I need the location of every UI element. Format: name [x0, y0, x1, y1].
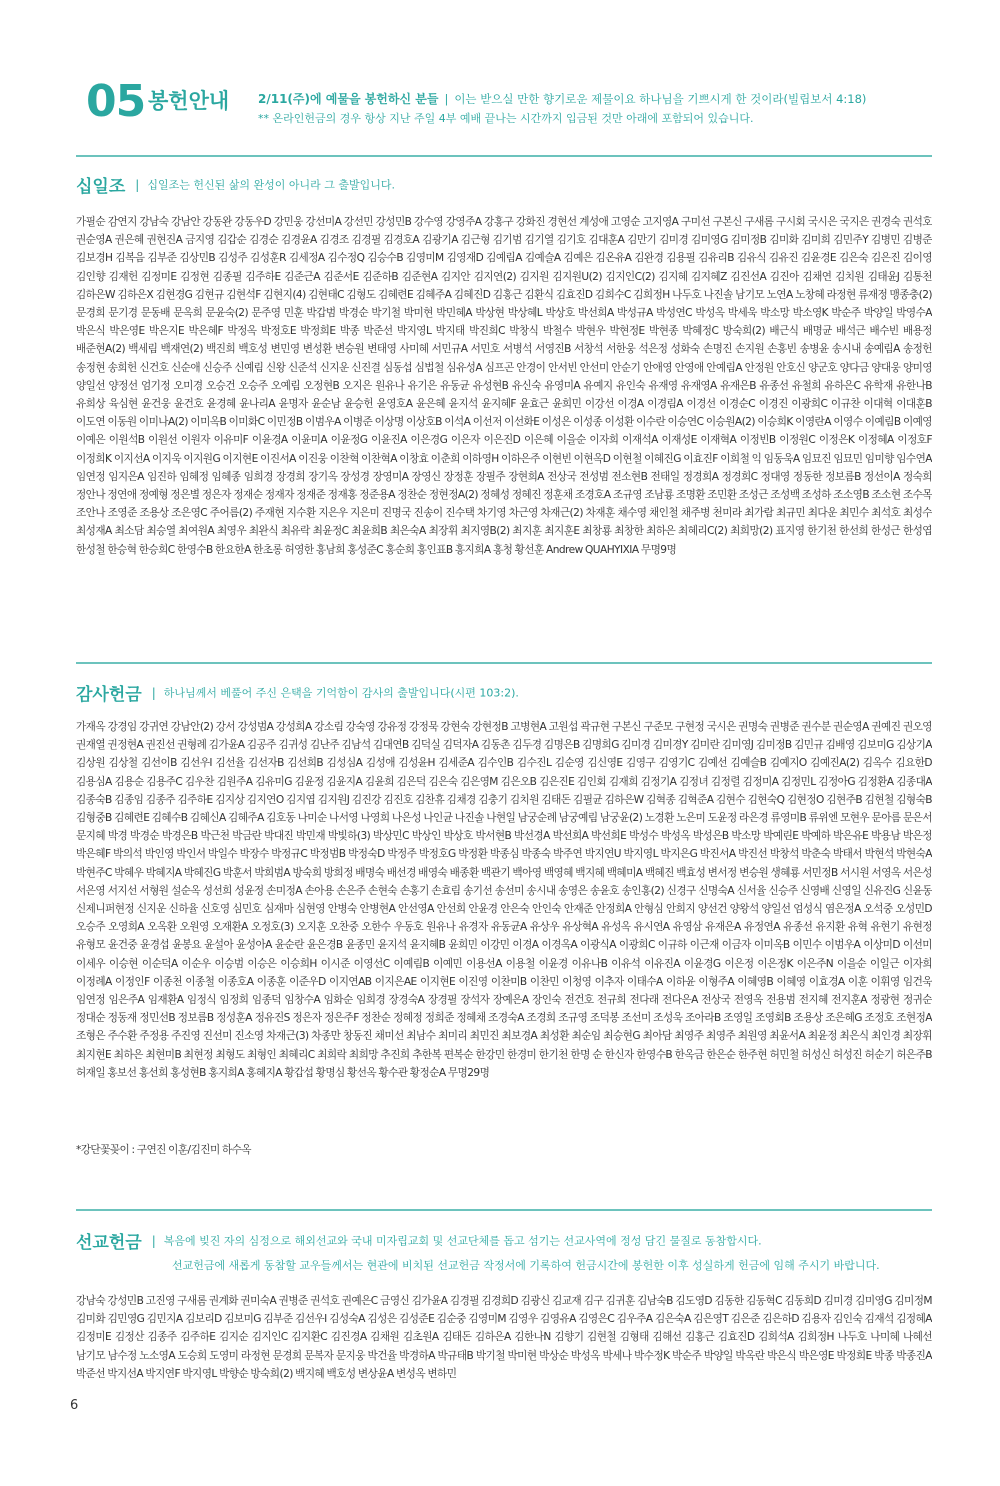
mission-title: 선교헌금	[76, 1233, 142, 1253]
thanks-names: 가재옥 강경임 강귀연 강남안(2) 강서 강성범A 강성희A 강소림 강숙영 강유정 강정묵 강현숙 강현정B 고병현A 고원섭 곽규현 구본신 구준모 구현정 국시은 권명숙 권병준 권수분 권순영A 권예진 권오영 권재열 권정현A 권진선 권형례 김가윤A 김공주 김귀성 김난주 김남석 김대연B 김덕실 김덕자A 김동촌 김두경 김명은B 김명희G 김미경 김미경Y 김미란 김미영J 김미정B 김민규 김배영 김보미G 김상기A 김상원 김상철 김선이B 김선우I 김선율 김선자B 김선희B 김성심A 김성애 김성윤H 김세준A 김수인B 김수진L 김순영 김신영E 김영구 김영기C 김예선 김예슬B 김예지O 김예진A(2) 김옥수 김요한D 김용심A 김용순 김용주C 김우찬 김원주A 김유미G 김윤정 김윤지A 김윤희 김은덕 김은숙 김은영M 김은오B 김은진E 김인회 김재희 김정기A 김정녀 김정렬 김정미A 김정민L 김정아G 김정환A 김종대A 김종숙B 김종임 김종주 김주하E 김지상 김지연O 김지엽 김지원J 김진강 김진호 김찬휴 김채경 김충기 김치원 김태돈 김필균 김하은W 김혁종 김혁준A 김현수 김현숙Q 김현정O 김현주B 김현철 김형숙B 김형중B 김혜련E 김혜수B 김혜신A 김혜주A 김호동 나미순 나서영 나영희 나은성 나인균 나진솔 나현일 남궁순례 남궁예림 남궁윤(2) 노경환 노은미 도윤정 라은경 류영미B 류위엔 모현우 문아름 문은서 문지혜 박경 박경순 박경은B 박근천 박금란 박대진 박민재 박빛하(3) 박상민C 박상인 박상호 박서현B 박선경A 박선희A 박선희E 박성수 박성옥 박성은B 박소망 박예린E 박예하 박은유E 박용남 박은정 박은혜F 박의석 박인영 박인서 박일수 박장수 박정규C 박정범B 박정숙D 박정주 박정호G 박정환 박종심 박종숙 박주연 박지연U 박지영L 박지은G 박진서A 박진선 박창석 박춘숙 박태서 박현석 박현숙A 박현주C 박혜우 박혜지A 박혜진G 박훈서 박희범A 방숙희 방희정 배명숙 배선경 배영숙 배종환 백관기 백아영 백영혜 백지혜 백혜미A 백혜진 백효성 변서정 변승원 생혜룡 서민정B 서시원 서영옥 서은성 서은영 서지선 서형원 설순옥 성선희 성윤정 손미정A 손아용 손은주 손현숙 손홍기 손효림 송기선 송선미 송시내 송영은 송윤호 송인홍(2) 신경구 신명숙A 신서율 신승주 신영배 신영일 신유진G 신윤동 신제니퍼현정 신지운 신하율 신호영 심민호 심재마 심현영 안병숙 안병현A 안선영A 안선희 안윤경 안은숙 안인숙 안재준 안정희A 안형심 안희지 양선건 양왕석 양일선 엄성식 염은정A 오석중 오성민D 오승주 오영희A 오옥환 오원영 오재환A 오정호(3) 오지훈 오찬중 오한수 우동호 원유나 유경자 유동균A 유상우 유상혁A 유성옥 유시연A 유영삼 유재은A 유정연A 유종선 유지환 유혁 유현기 유현정 유형모 윤건중 윤경섭 윤봉요 윤설아 윤성아A 윤순란 윤은경B 윤종민 윤지석 윤지혜B 윤희민 이강민 이경A 이경옥A 이광식A 이광희C 이규하 이근재 이금자 이미옥B 이민수 이범우A 이상미D 이선미 이세우 이승현 이순덕A 이순우 이승범 이승은 이승희H 이시준 이영선C 이예림B 이예민 이용선A 이용철 이윤경 이유나B 이유석 이유진A 이윤경G 이은정 이은정K 이은주N 이을순 이일근 이자희 이정례A 이정인F 이종천 이종철 이종호A 이종훈 이준우D 이지연AB 이지은AE 이지현E 이진영 이찬미B 이찬민 이청영 이추자 이태수A 이하윤 이형주A 이혜영B 이혜영 이효경A 이훈 이휘영 임건욱 임연정 임은주A 임재환A 임정식 임정희 임종덕 임창수A 임화순 임희경 장경숙A 장경필 장석자 장예은A 장인숙 전건호 전규희 전다래 전다은A 전상국 전영옥 전용범 전지혜 전지훈A 정광현 정귀순 정대순 정동재 정민선B 정보름B 정성훈A 정유진S 정은자 정은주F 정찬순 정혜정 정희준 정혜채 조경숙A 조경희 조규영 조덕봉 조선미 조성욱 조아라B 조영일 조영회B 조용상 조은혜G 조정호 조현정A 조형은 주수환 주정용 주진영 진선미 진소영 차재근(3) 차종만 창동진 채미선 최남수 최미리 최민진 최보경A 최성환 최순임 최승현G 최아담 최영주 최영주 최원영 최윤서A 최윤정 최은식 최인경 최장휘 최지현E 최하은 최현미B 최현정 최형도 최형인 최혜리C 최희락 최희망 추진희 추한복 편복순 한강민 한경미 한기천 한명 순 한신자 한영수B 한옥금 한은순 한주현 허민철 허성신 허성진 허순기 허은주B 허재일 홍보선 홍선희 홍성현B 홍지희A 홍혜지A 황갑섭 황명심 황선옥 황수관 황정순A 무명29명	[76, 721, 932, 1079]
thanks-separator: |	[151, 685, 156, 700]
page-header	[86, 74, 936, 154]
page-title: 봉헌안내	[148, 89, 230, 113]
mission-heading	[76, 1228, 936, 1273]
divider-thanks	[76, 1209, 932, 1211]
thanks-heading	[76, 680, 936, 705]
mission-separator: |	[151, 1233, 156, 1248]
tithe-title: 십일조	[76, 177, 126, 197]
page-number: 6	[70, 1398, 79, 1413]
section-number: 05	[86, 76, 146, 127]
altar-flowers-note: *강단꽃꽂이 : 구연진 이훈/김진미 하수옥	[76, 1144, 251, 1156]
thanks-description: 하나님께서 베풀어 주신 은택을 기억함이 감사의 출발입니다(시편 103:2).	[163, 686, 519, 700]
offering-date-line: 2/11(주)에 예물을 봉헌하신 분들	[258, 92, 439, 106]
online-offering-note: ** 온라인헌금의 경우 항상 지난 주일 4부 예배 끝나는 시간까지 입금된 것만 아래에 포함되어 있습니다.	[258, 112, 754, 125]
header-info	[258, 90, 948, 128]
header-line	[258, 90, 948, 108]
bible-quote: 이는 받으실 만한 향기로운 제물이요 하나님을 기쁘시게 한 것이라(빌립보서 4:18)	[454, 92, 867, 106]
mission-description: 복음에 빚진 자의 심정으로 해외선교와 국내 미자립교회 및 선교단체를 돕고 섬기는 선교사역에 정성 담긴 물질로 동참합시다.	[163, 1234, 762, 1248]
divider-top	[76, 155, 932, 157]
tithe-names: 가필순 감연지 강남숙 강남안 강동완 강동우D 강민웅 강선미A 강선민 강성민B 강수영 강영주A 강홍구 강화진 경현선 계성애 고영순 고지영A 구미선 구본신 구새롬 구시회 국시은 국지은 권경숙 권석호 권순영A 권은혜 권현진A 금지영 김갑순 김경순 김경윤A 김경조 김경필 김경호A 김광기A 김근형 김기범 김기열 김기호 김대훈A 김만기 김미경 김미영G 김미정B 김미화 김미희 김민주Y 김병민 김병준 김보경H 김복음 김부준 김상민B 김성주 김성훈R 김세정A 김수정Q 김승수B 김영미M 김영재D 김예림A 김예슬A 김예은 김온유A 김완경 김용필 김유리B 김유식 김유진 김윤경E 김은숙 김은진 김이영 김인향 김재헌 김정미E 김정현 김종필 김주하E 김준근A 김준서E 김준하B 김준현A 김지안 김지연(2) 김지원 김지원U(2) 김지인C(2) 김지혜 김지혜Z 김진선A 김진아 김채연 김치원 김태윤J 김통천 김하은W 김하은X 김현경G 김현규 김현석F 김현지(4) 김현태C 김형도 김혜련E 김혜주A 김혜진D 김홍근 김환식 김효진D 김희수C 김희정H 나두호 나진솔 남기모 노연A 노창혜 라정현 류재정 맹종충(2) 문경희 문기경 문동배 문옥희 문윤숙(2) 문주영 민훈 박갑범 박경순 박기철 박미현 박민혜A 박상현 박상혜L 박상호 박선희A 박성규A 박성연C 박성옥 박세욱 박소망 박소영K 박순주 박양일 박영수A 박은식 박은영E 박은지E 박은혜F 박정옥 박정호E 박정희E 박종 박준선 박지영L 박지태 박진희C 박창식 박철수 박현우 박현정E 박현종 박혜정C 방숙희(2) 배근식 배명균 배석근 배수빈 배용정 배준현A(2) 백세림 백재연(2) 백진희 백호성 변민영 변성환 변승원 변태영 사미혜 서민규A 서민호 서병석 서영진B 서창석 서한웅 석은정 성화숙 손명진 손지원 손홍빈 송병윤 송시내 송예림A 송정헌 송정현 송희헌 신건호 신순애 신승주 신예림 신왕 신준석 신지운 신진결 심동섭 심법철 심유성A 심프곤 안경이 안서빈 안선미 안순기 안애영 안영애 안예림A 안정원 안호신 양군호 양다금 양대웅 양미영 양일선 양정선 엄기정 오미경 오승건 오승주 오예림 오정현B 오지은 원유나 유기은 유동균 유성현B 유신숙 유영미A 유예지 유인숙 유재영 유재영A 유재은B 유종선 유철희 유하은C 유학재 유한나B 유희상 육심현 윤건웅 윤건호 윤경혜 윤나리A 윤명자 윤순남 윤승헌 윤영호A 윤은혜 윤지석 윤지혜F 윤효근 윤희민 이강선 이경A 이경림A 이경선 이경순C 이경진 이광희C 이규찬 이대혁 이대훈B 이도연 이동원 이미나A(2) 이미옥B 이미화C 이민정B 이범우A 이병준 이상명 이상호B 이석A 이선저 이선화E 이성은 이성종 이성환 이수란 이승연C 이승원A(2) 이승희K 이영란A 이영수 이예림B 이예영 이예은 이원석B 이원선 이원자 이유미F 이윤경A 이윤미A 이윤정G 이윤진A 이은경G 이은자 이은진D 이은혜 이을순 이자희 이재석A 이재성E 이재혁A 이정빈B 이정원C 이정은K 이정혜A 이정호F 이정희K 이지선A 이지욱 이지원G 이지현E 이진서A 이진웅 이찬혁 이찬혁A 이창효 이춘희 이하영H 이하은주 이현빈 이현옥D 이현철 이혜진G 이효진F 이희철 익 임동욱A 임묘진 임묘민 임미향 임수연A 임연정 임지은A 임진하 임혜정 임혜종 임희경 장경희 장기옥 장성경 장영미A 장영신 장정훈 장필주 장현희A 전상국 전성범 전소현B 전태일 정경희A 정경희C 정대영 정동한 정보름B 정선이A 정숙희 정안나 정연애 정예형 정은별 정은자 정재순 정재자 정재준 정재홍 정준용A 정찬순 정현정A(2) 정혜성 정혜진 정훈채 조경호A 조규영 조남룡 조명환 조민환 조성근 조성백 조성하 조소영B 조소현 조수목 조안나 조영준 조용상 조은영C 주어름(2) 주재현 지수환 지은우 지은미 진명국 진송이 진수택 차기영 차근영 차재근(2) 차재훈 채수영 채인철 채주병 천미라 최가람 최규민 최다운 최민수 최석호 최성수 최성재A 최소담 최승열 최여원A 최영우 최완식 최유락 최윤정C 최윤희B 최은숙A 최장휘 최지영B(2) 최지훈 최지훈E 최창룡 최창한 최하은 최혜리C(2) 최희망(2) 표지영 한기천 한선희 한성근 한성엽 한성철 한승혁 한승희C 한영수B 한요한A 한초롱 허영한 홍남희 홍성준C 홍순희 홍인표B 홍지희A 홍청 황선훈 Andrew QUAHYIXIA 무명9명	[76, 216, 932, 556]
thanks-title: 감사헌금	[76, 685, 142, 705]
tithe-description: 십일조는 헌신된 삶의 완성이 아니라 그 출발입니다.	[147, 178, 395, 192]
tithe-heading	[76, 172, 936, 197]
tithe-separator: |	[135, 177, 140, 192]
mission-names: 강남숙 강성민B 고진영 구새롬 권계화 권미숙A 권병준 권석호 권예은C 금영신 김가윤A 김경필 김경희D 김광신 김교재 김구 김귀훈 김남숙B 김도영D 김동한 김동혁C 김동희D 김미경 김미영G 김미정M 김미화 김민영G 김민지A 김보리D 김보미G 김부준 김선우I 김성숙A 김성은 김성준E 김순중 김영미M 김영우 김영유A 김영은C 김우주A 김은숙A 김은영T 김은준 김은하D 김용자 김인숙 김재석 김정혜A 김정미E 김정산 김종주 김주하E 김지순 김지인C 김지환C 김진경A 김채원 김초원A 김태돈 김하은A 김한나N 김향기 김현철 김형태 김해선 김홍근 김효진D 김희석A 김희정H 나두호 나미혜 나혜선 남기모 남수정 노소영A 도승희 도영미 라정현 문경희 문복자 문지웅 박건율 박경하A 박규태B 박기철 박미현 박상순 박성옥 박세나 박수정K 박순주 박양일 박옥란 박은식 박은영E 박정희E 박종 박종진A 박준선 박지선A 박지연F 박지영L 박향순 방숙희(2) 백지혜 백호성 변상윤A 변성옥 변하민	[76, 1295, 932, 1380]
mission-description-2: 선교헌금에 새롭게 동참할 교우들께서는 현관에 비치된 선교헌금 작정서에 기록하여 헌금시간에 봉헌한 이후 성실하게 헌금에 임해 주시기 바랍니다.	[172, 1259, 880, 1272]
header-separator: |	[444, 92, 449, 106]
divider-tithe	[76, 662, 932, 664]
